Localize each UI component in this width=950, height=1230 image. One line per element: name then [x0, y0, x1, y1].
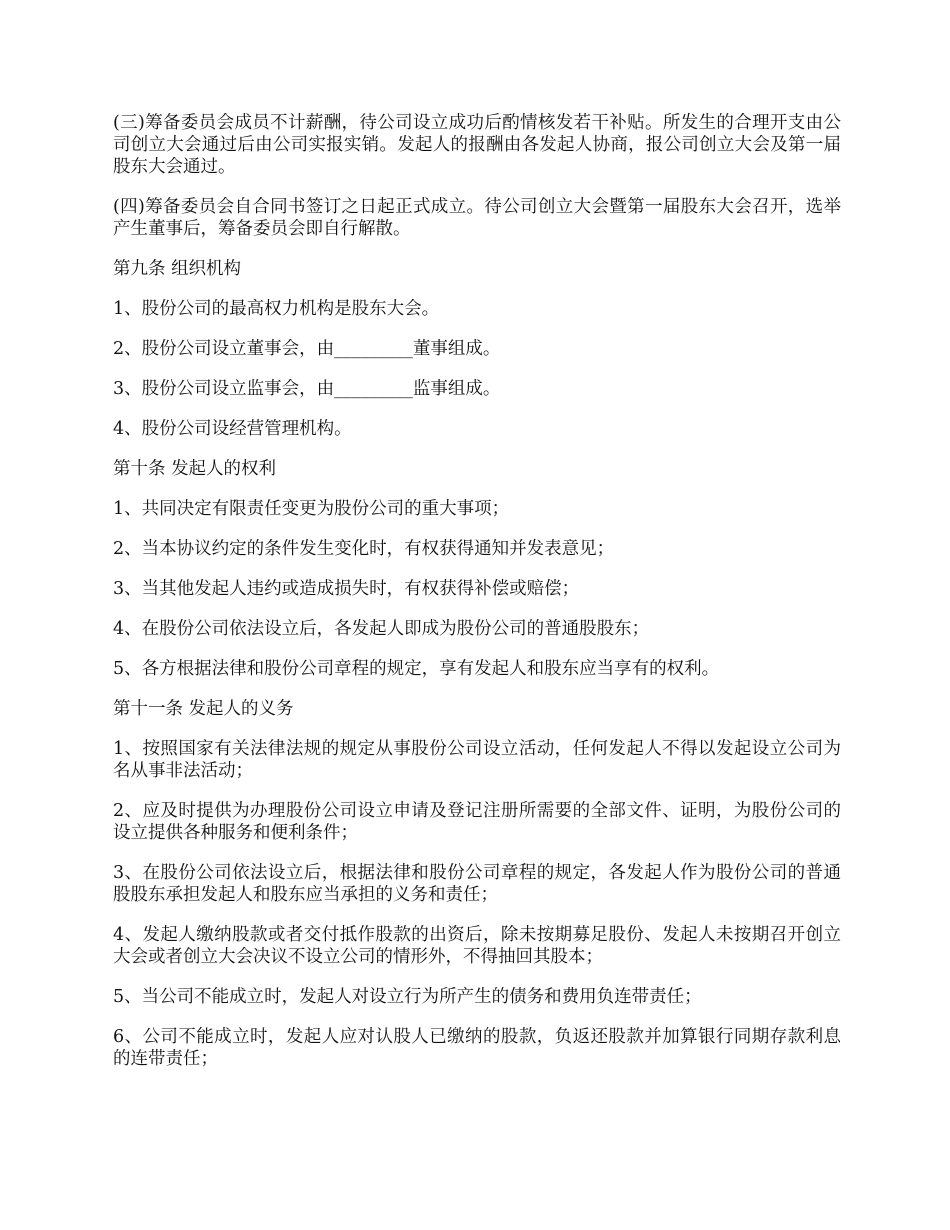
- list-item: 1、股份公司的最高权力机构是股东大会。: [113, 299, 440, 319]
- section-heading-article-10: 第十条 发起人的权利: [113, 459, 277, 479]
- list-item: 3、在股份公司依法设立后，根据法律和股份公司章程的规定，各发起人作为股份公司的普通股股东承担发起人和股东应当承担的义务和责任；: [113, 863, 841, 905]
- paragraph-preparatory-committee-pay: (三)筹备委员会成员不计薪酬，待公司设立成功后酌情核发若干补贴。所发生的合理开支由公司创立大会通过后由公司实报实销。发起人的报酬由各发起人协商，报公司创立大会及第一届股东大会通过。: [113, 113, 841, 177]
- list-item: 6、公司不能成立时，发起人应对认股人已缴纳的股款，负返还股款并加算银行同期存款利息的连带责任；: [113, 1027, 841, 1069]
- paragraph-preparatory-committee-establishment: (四)筹备委员会自合同书签订之日起正式成立。待公司创立大会暨第一届股东大会召开，选举产生董事后，筹备委员会即自行解散。: [113, 197, 841, 239]
- list-item: 2、股份公司设立董事会，由_________董事组成。: [113, 339, 501, 359]
- list-item: 4、在股份公司依法设立后，各发起人即成为股份公司的普通股股东；: [113, 619, 650, 639]
- list-item: 3、股份公司设立监事会，由_________监事组成。: [113, 379, 501, 399]
- section-heading-article-11: 第十一条 发起人的义务: [113, 699, 294, 719]
- section-heading-article-9: 第九条 组织机构: [113, 259, 242, 279]
- list-item: 2、应及时提供为办理股份公司设立申请及登记注册所需要的全部文件、证明，为股份公司的设立提供各种服务和便利条件；: [113, 801, 841, 843]
- document-body: [113, 112, 841, 1088]
- list-item: 1、共同决定有限责任变更为股份公司的重大事项；: [113, 499, 510, 519]
- list-item: 5、当公司不能成立时，发起人对设立行为所产生的债务和费用负连带责任；: [113, 987, 702, 1007]
- list-item: 3、当其他发起人违约或造成损失时，有权获得补偿或赔偿；: [113, 579, 580, 599]
- list-item: 5、各方根据法律和股份公司章程的规定，享有发起人和股东应当享有的权利。: [113, 659, 720, 679]
- list-item: 4、发起人缴纳股款或者交付抵作股款的出资后，除未按期募足股份、发起人未按期召开创立大会或者创立大会决议不设立公司的情形外，不得抽回其股本；: [113, 925, 841, 967]
- list-item: 4、股份公司设经营管理机构。: [113, 419, 352, 439]
- list-item: 1、按照国家有关法律法规的规定从事股份公司设立活动，任何发起人不得以发起设立公司为名从事非法活动；: [113, 739, 841, 781]
- list-item: 2、当本协议约定的条件发生变化时，有权获得通知并发表意见；: [113, 539, 615, 559]
